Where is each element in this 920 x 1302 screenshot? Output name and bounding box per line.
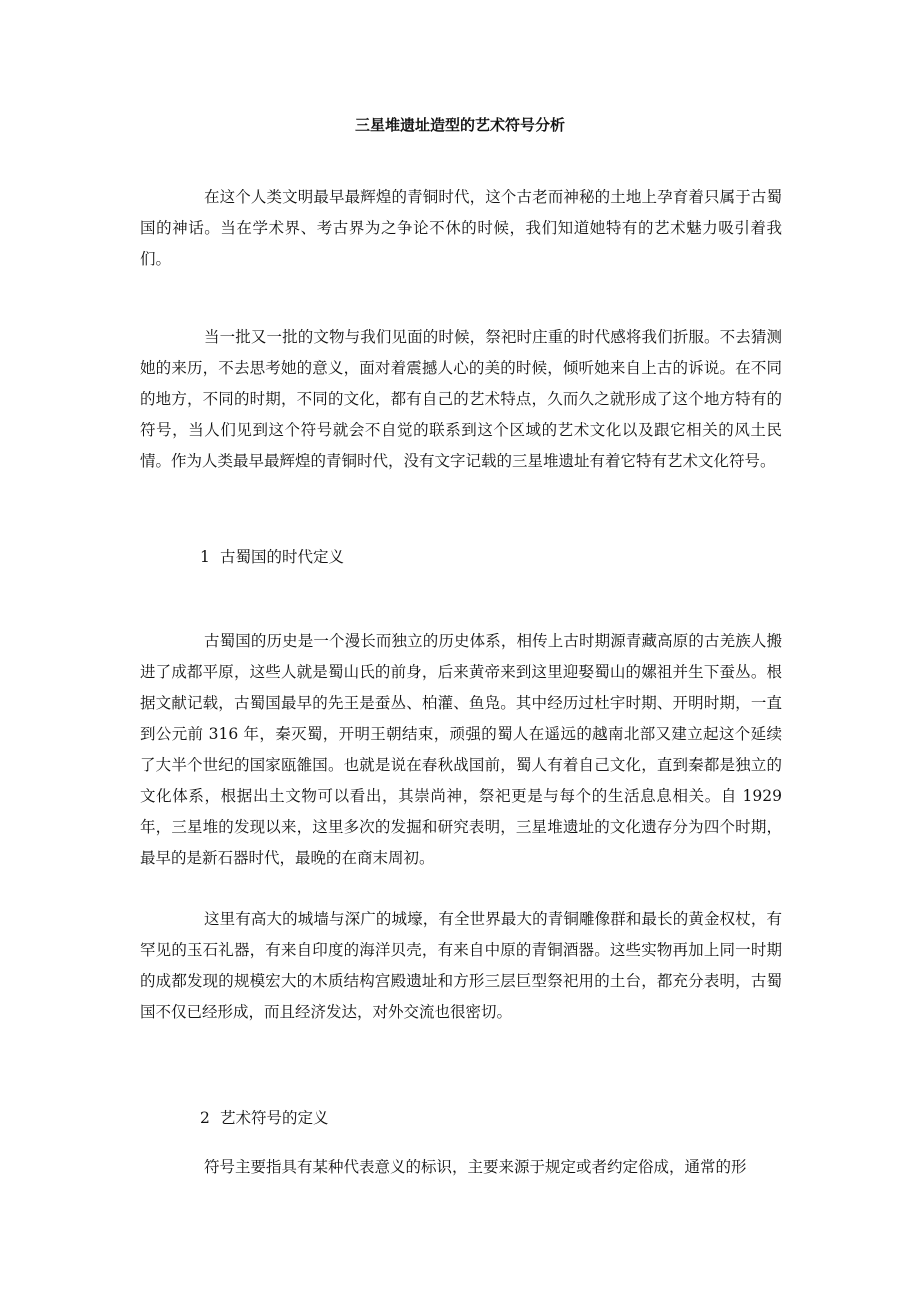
- paragraph: 这里有高大的城墙与深广的城壕，有全世界最大的青铜雕像群和最长的黄金权杖，有罕见的玉石礼器，有来自印度的海洋贝壳，有来自中原的青铜酒器。这些实物再加上同一时期的成都发现的规模宏大的木质结构宫殿遗址和方形三层巨型祭祀用的土台，都充分表明，古蜀国不仅已经形成，而且经济发达，对外交流也很密切。: [140, 910, 782, 1021]
- paragraph: 符号主要指具有某种代表意义的标识，主要来源于规定或者约定俗成，通常的形: [204, 1158, 747, 1176]
- document-title: 三星堆遗址造型的艺术符号分析: [354, 116, 565, 134]
- section-heading: [200, 1106, 329, 1130]
- section-heading-text: 艺术符号的定义: [220, 1109, 329, 1127]
- paragraph: 当一批又一批的文物与我们见面的时候，祭祀时庄重的时代感将我们折服。不去猜测她的来历，不去思考她的意义，面对着震撼人心的美的时候，倾听她来自上古的诉说。在不同的地方，不同的时期，不同的文化，都有自己的艺术特点，久而久之就形成了这个地方特有的符号，当人们见到这个符号就会不自觉的联系到这个区域的艺术文化以及跟它相关的风土民情。作为人类最早最辉煌的青铜时代，没有文字记载的三星堆遗址有着它特有艺术文化符号。: [140, 328, 782, 470]
- paragraph: 在这个人类文明最早最辉煌的青铜时代，这个古老而神秘的土地上孕育着只属于古蜀国的神话。当在学术界、考古界为之争论不休的时候，我们知道她特有的艺术魅力吸引着我们。: [140, 188, 782, 268]
- paragraph: 古蜀国的历史是一个漫长而独立的历史体系，相传上古时期源青藏高原的古羌族人搬进了成都平原，这些人就是蜀山氏的前身，后来黄帝来到这里迎娶蜀山的嫘祖并生下蚕丛。根据文献记载，古蜀国最早的先王是蚕丛、柏灌、鱼凫。其中经历过杜宇时期、开明时期，一直到公元前 316 年，秦灭蜀，开明王朝结束，顽强的蜀人在遥远的越南北部又建立起这个延续了大半个世纪的国家瓯雒国。也就是说在春秋战国前，蜀人有着自己文化，直到秦都是独立的文化体系，根据出土文物可以看出，其崇尚神，祭祀更是与每个的生活息息相关。自 1929 年，三星堆的发现以来，这里多次的发掘和研究表明，三星堆遗址的文化遗存分为四个时期，最早的是新石器时代，最晚的在商末周初。: [140, 632, 782, 867]
- section-number: 1: [200, 548, 210, 566]
- section-number: 2: [200, 1109, 210, 1127]
- section-heading-text: 古蜀国的时代定义: [220, 548, 345, 566]
- section-heading: [200, 545, 344, 569]
